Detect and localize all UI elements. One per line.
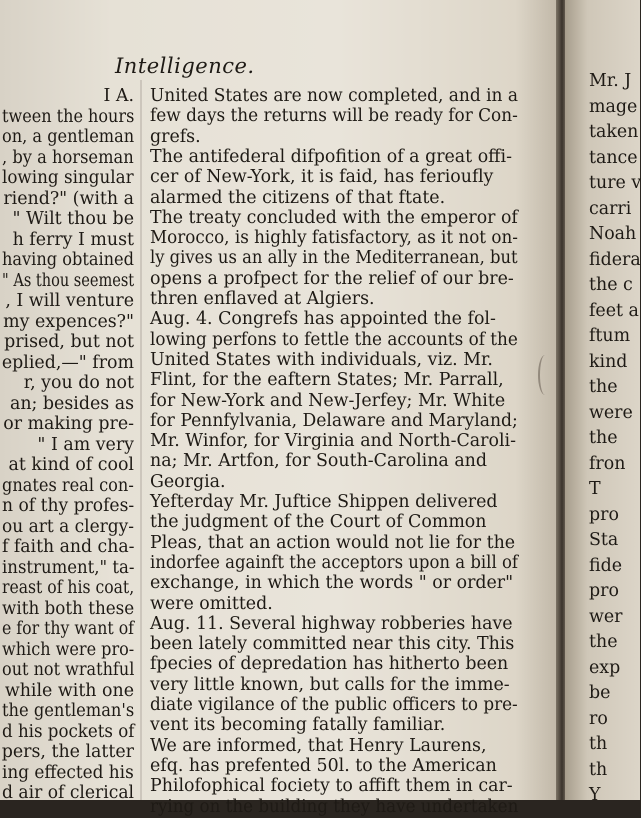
main-column-line: for Pennfylvania, Delaware and Maryland; <box>150 410 518 431</box>
right-column-line: pro <box>589 581 619 601</box>
main-column-line: vent its becoming fatally familiar. <box>150 715 446 736</box>
left-column-line: having obtained <box>2 250 134 270</box>
right-column-line: Y <box>589 785 601 805</box>
main-column-line: na; Mr. Artfon, for South-Carolina and <box>150 451 488 472</box>
main-column-line: the judgment of the Court of Common <box>150 512 487 533</box>
main-column <box>150 0 520 817</box>
left-column-line: or making pre- <box>3 414 134 434</box>
right-column-line: carri <box>589 198 632 219</box>
right-column <box>565 0 641 805</box>
main-column-line: Aug. 4. Congrefs has appointed the fol- <box>150 309 496 330</box>
column-rule <box>140 80 142 800</box>
left-column-line: an; besides as <box>9 393 134 414</box>
left-column-line: h ferry I must <box>12 229 134 250</box>
main-column-line: ly gives us an ally in the Mediterranean, but <box>150 248 518 269</box>
right-page <box>565 0 641 805</box>
right-column-line: Sta <box>589 530 619 550</box>
left-column <box>0 0 134 803</box>
main-column-line: Aug. 11. Several highway robberies have <box>150 613 513 634</box>
main-column-line: fpecies of depredation has hitherto been <box>150 654 509 675</box>
main-column-line: efq. has prefented 50l. to the American <box>150 755 497 776</box>
main-column-line: United States are now completed, and in a <box>150 86 518 106</box>
paper-tear <box>538 355 552 395</box>
right-column-line: the <box>589 428 618 448</box>
right-column-line: Noah <box>589 224 637 244</box>
left-column-line: , by a horseman <box>2 147 134 168</box>
left-column-line: out not wrathful <box>1 660 134 680</box>
main-column-line: Flint, for the eaftern States; Mr. Parrall, <box>150 370 504 391</box>
right-column-line: th <box>589 734 608 754</box>
right-column-line: fron <box>589 453 626 474</box>
left-column-line: d his pockets of <box>1 721 134 742</box>
main-column-line: cer of New-York, it is faid, has ferioufly <box>150 167 494 188</box>
left-column-line: at kind of cool <box>8 455 134 475</box>
left-column-line: tween the hours <box>1 106 134 127</box>
main-column-line: been lately committed near this city. This <box>150 634 515 655</box>
main-column-line: very little known, but calls for the imme- <box>150 674 510 695</box>
left-column-line: r, you do not <box>23 373 134 393</box>
main-column-line: were omitted. <box>150 593 273 614</box>
left-column-line: gnates real con- <box>2 475 134 496</box>
left-column-line: the gentleman's <box>1 701 134 721</box>
main-column-line: Yefterday Mr. Juftice Shippen delivered <box>150 492 498 512</box>
right-column-line: wer <box>589 606 623 627</box>
left-column-line: " I am very <box>37 434 134 455</box>
right-column-line: ftum <box>589 326 631 346</box>
main-column-line: Mr. Winfor, for Virginia and North-Caroli- <box>150 431 516 452</box>
right-column-line: taken <box>589 122 639 142</box>
left-column-line: on, a gentleman <box>1 127 134 147</box>
left-column-line: my expences?" <box>3 311 134 332</box>
right-column-line: th <box>589 759 608 780</box>
left-column-line: , I will venture <box>5 291 134 311</box>
left-column-line: n of thy profes- <box>1 496 134 516</box>
right-column-line: be <box>589 683 611 703</box>
left-column-line: I A. <box>103 86 134 106</box>
main-column-line: rying on the building they have undertaken <box>150 796 519 817</box>
running-head: Intelligence. <box>115 54 255 78</box>
left-column-line: riend?" (with a <box>3 188 134 209</box>
main-column-line: Pleas, that an action would not lie for the <box>150 532 516 553</box>
main-column-line: lowing perfons to fettle the accounts of the <box>150 329 518 350</box>
right-column-line: fide <box>589 555 623 576</box>
main-column-line: The treaty concluded with the emperor of <box>150 207 518 228</box>
right-column-line: tance <box>589 147 638 168</box>
right-column-line: T <box>589 479 601 499</box>
left-column-line: while with one <box>4 680 134 701</box>
main-column-line: Morocco, is highly fatisfactory, as it not on- <box>150 228 518 249</box>
right-column-line: were <box>589 402 633 423</box>
right-column-line: Mr. J <box>589 71 632 91</box>
right-column-line: pro <box>589 504 619 525</box>
main-column-line: few days the returns will be ready for Con- <box>150 106 518 127</box>
left-column-line: eplied,—" from <box>1 352 134 373</box>
right-column-line: feet a <box>589 300 639 321</box>
right-column-line: mage <box>589 96 638 117</box>
left-column-line: instrument," ta- <box>1 557 134 578</box>
main-column-line: Philofophical fociety to affift them in car- <box>150 776 513 797</box>
main-column-line: We are informed, that Henry Laurens, <box>150 735 487 756</box>
left-column-line: " As thou seemest <box>1 270 134 291</box>
main-column-line: Georgia. <box>150 471 226 492</box>
right-column-line: fidera <box>589 249 641 270</box>
left-column-line: which were pro- <box>1 639 134 660</box>
main-column-line: opens a profpect for the relief of our bre- <box>150 268 514 289</box>
main-column-line: indorfee againft the acceptors upon a bill of <box>150 552 518 573</box>
left-column-line: with both these <box>1 598 134 619</box>
right-column-line: the c <box>589 275 633 295</box>
left-column-line: prised, but not <box>4 332 134 352</box>
main-column-line: United States with individuals, viz. Mr. <box>150 349 493 370</box>
main-column-line: for New-York and New-Jerfey; Mr. White <box>150 390 506 411</box>
left-column-line: d air of clerical <box>1 783 134 803</box>
right-column-line: exp <box>589 657 621 678</box>
left-column-line: e for thy want of <box>2 619 134 639</box>
left-column-line: f faith and cha- <box>1 537 134 557</box>
left-column-line: pers, the latter <box>1 742 134 762</box>
left-column-line: reast of his coat, <box>1 578 134 598</box>
main-column-line: exchange, in which the words " or order" <box>150 573 514 594</box>
right-column-line: ro <box>589 708 608 729</box>
main-column-line: The antifederal difpofition of a great offi- <box>150 146 512 167</box>
left-column-line: ing effected his <box>2 762 134 783</box>
main-column-line: diate vigilance of the public officers to pre- <box>150 695 518 715</box>
left-column-line: " Wilt thou be <box>12 209 134 229</box>
right-column-line: kind <box>589 351 628 372</box>
main-column-line: alarmed the citizens of that ftate. <box>150 187 446 208</box>
right-column-line: the <box>589 632 618 652</box>
main-column-line: grefs. <box>150 126 201 147</box>
left-column-line: lowing singular <box>2 168 134 188</box>
left-column-line: ou art a clergy- <box>1 516 134 537</box>
main-column-line: thren enflaved at Algiers. <box>150 289 375 309</box>
right-column-line: ture v <box>589 173 641 193</box>
right-column-line: the <box>589 377 618 397</box>
